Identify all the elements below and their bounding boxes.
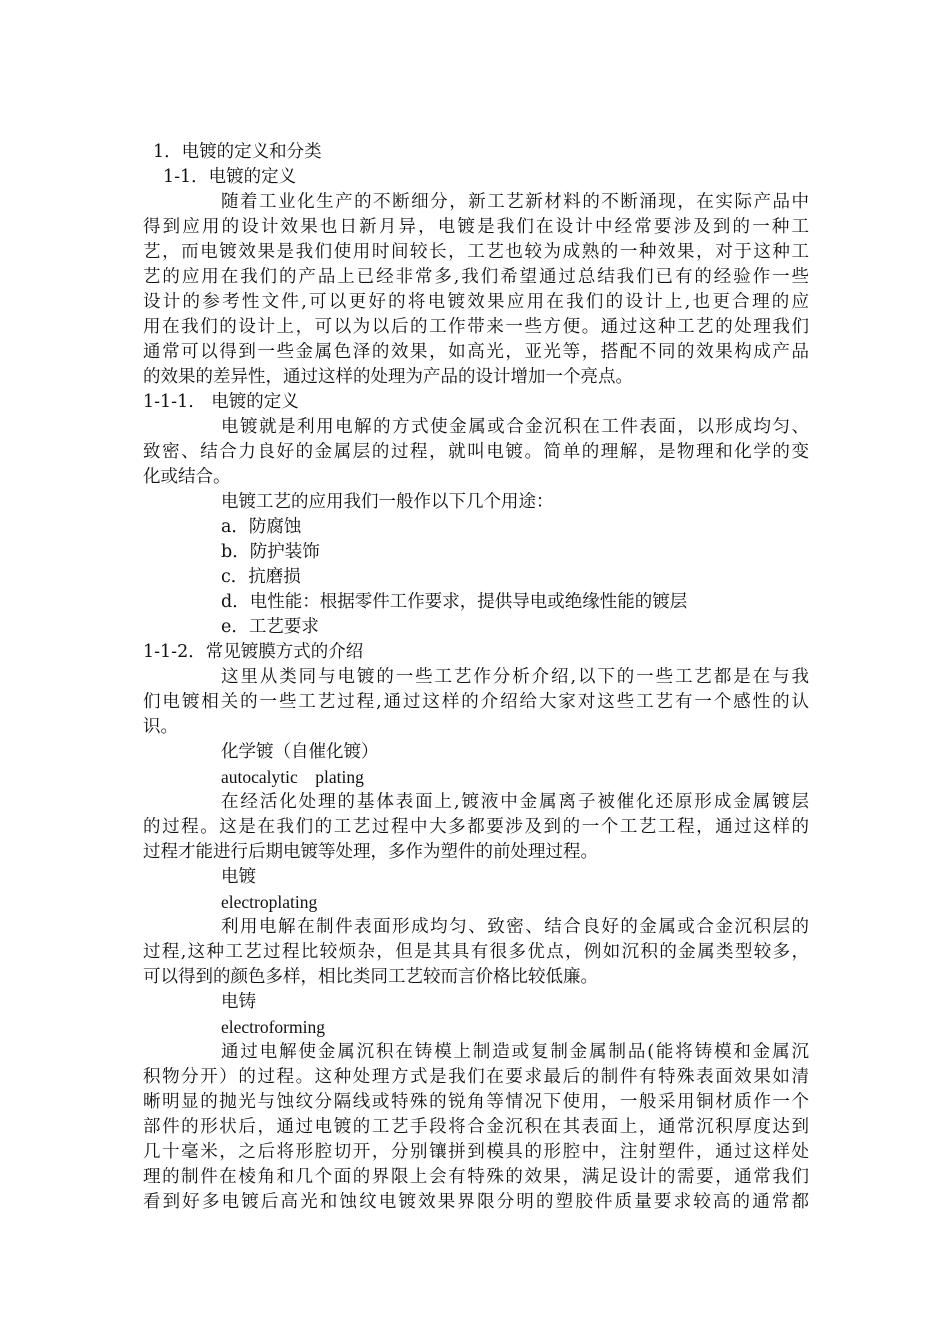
intro-line: 得到应用的设计效果也日新月异，电镀是我们在设计中经常要涉及到的一种工 — [143, 217, 809, 237]
heading-1-1-2: 1-1-2．常见镀膜方式的介绍 — [143, 642, 364, 662]
definition-line: 电镀就是利用电解的方式使金属或合金沉积在工件表面，以形成均匀、 — [221, 417, 809, 437]
heading-1: 1．电镀的定义和分类 — [153, 142, 322, 162]
heading-1-1: 1-1．电镀的定义 — [163, 167, 297, 187]
intro-line: 随着工业化生产的不断细分，新工艺新材料的不断涌现，在实际产品中 — [221, 192, 809, 212]
intro-line: 艺，而电镀效果是我们使用时间较长，工艺也较为成熟的一种效果，对于这种工 — [143, 242, 809, 262]
definition-line: 致密、结合力良好的金属层的过程，就叫电镀。简单的理解，是物理和化学的变 — [143, 442, 809, 462]
use-item: a．防腐蚀 — [221, 517, 302, 537]
process-name: 电铸 — [221, 992, 256, 1012]
process-description-line: 在经活化处理的基体表面上,镀液中金属离子被催化还原形成金属镀层 — [221, 792, 809, 812]
process-description-line: 的过程。这是在我们的工艺过程中大多都要涉及到的一个工艺工程，通过这样的 — [143, 817, 809, 837]
intro-line: 通常可以得到一些金属色泽的效果，如高光，亚光等，搭配不同的效果构成产品 — [143, 342, 809, 362]
process-description-line: 过程,这种工艺过程比较烦杂，但是其具有很多优点，例如沉积的金属类型较多， — [143, 942, 809, 962]
process-name: 电镀 — [221, 867, 256, 887]
overview-line: 们电镀相关的一些工艺过程,通过这样的介绍给大家对这些工艺有一个感性的认 — [143, 692, 809, 712]
use-item: e．工艺要求 — [221, 617, 319, 637]
process-description-line: 利用电解在制件表面形成均匀、致密、结合良好的金属或合金沉积层的 — [221, 917, 809, 937]
heading-1-1-1: 1-1-1. 电镀的定义 — [143, 392, 299, 412]
overview-line: 这里从类同与电镀的一些工艺作分析介绍,以下的一些工艺都是在与我 — [221, 667, 809, 687]
use-item: c．抗磨损 — [221, 567, 301, 587]
process-description-line: 理的制件在棱角和几个面的界限上会有特殊的效果，满足设计的需要，通常我们 — [143, 1167, 809, 1187]
process-description-line: 积物分开）的过程。这种处理方式是我们在要求最后的制件有特殊表面效果如清 — [143, 1067, 809, 1087]
use-item: d．电性能：根据零件工作要求，提供导电或绝缘性能的镀层 — [221, 592, 688, 612]
process-description-line: 通过电解使金属沉积在铸模上制造或复制金属制品(能将铸模和金属沉 — [221, 1042, 809, 1062]
process-description-line: 几十毫米，之后将形腔切开，分别镶拼到模具的形腔中，注射塑件，通过这样处 — [143, 1142, 809, 1162]
intro-line: 用在我们的设计上，可以为以后的工作带来一些方便。通过这种工艺的处理我们 — [143, 317, 809, 337]
process-english-name: electroforming — [221, 1017, 325, 1037]
process-name: 化学镀（自催化镀） — [221, 742, 379, 762]
definition-line: 化或结合。 — [143, 467, 231, 487]
uses-intro: 电镀工艺的应用我们一般作以下几个用途： — [221, 492, 554, 512]
process-description-line: 过程才能进行后期电镀等处理，多作为塑件的前处理过程。 — [143, 842, 598, 862]
process-description-line: 看到好多电镀后高光和蚀纹电镀效果界限分明的塑胶件质量要求较高的通常都 — [143, 1192, 809, 1212]
process-description-line: 部件的形状后，通过电镀的工艺手段将合金沉积在其表面上，通常沉积厚度达到 — [143, 1117, 809, 1137]
intro-line: 的效果的差异性，通过这样的处理为产品的设计增加一个亮点。 — [143, 367, 633, 387]
intro-line: 艺的应用在我们的产品上已经非常多,我们希望通过总结我们已有的经验作一些 — [143, 267, 809, 287]
intro-line: 设计的参考性文件,可以更好的将电镀效果应用在我们的设计上,也更合理的应 — [143, 292, 809, 312]
process-description-line: 可以得到的颜色多样，相比类同工艺较而言价格比较低廉。 — [143, 967, 598, 987]
overview-line: 识。 — [143, 717, 178, 737]
process-english-name: electroplating — [221, 892, 318, 912]
use-item: b．防护装饰 — [221, 542, 320, 562]
process-english-name: autocalytic plating — [221, 767, 364, 787]
process-description-line: 晰明显的抛光与蚀纹分隔线或特殊的锐角等情况下使用，一般采用铜材质作一个 — [143, 1092, 809, 1112]
